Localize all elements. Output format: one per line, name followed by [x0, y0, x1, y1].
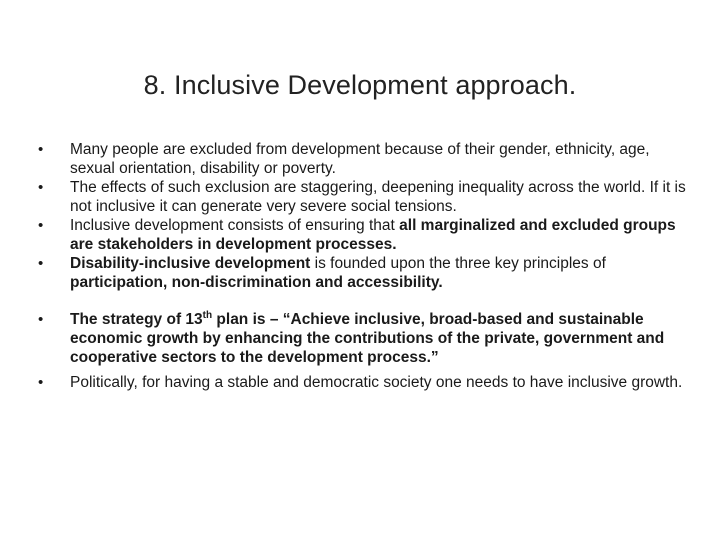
- bullet-bold-text: The strategy of 13: [70, 311, 203, 328]
- bullet-icon: •: [38, 311, 44, 328]
- bullet-icon: •: [38, 374, 44, 391]
- bullet-icon: •: [38, 179, 44, 196]
- bullet-icon: •: [38, 141, 44, 158]
- bullet-item-disability-inclusive: [38, 254, 688, 292]
- bullet-item-13th-plan-strategy: [38, 310, 688, 367]
- bullet-text: Inclusive development consists of ensuring that: [70, 217, 400, 234]
- bullet-bold-text: participation, non-discrimination and accessibility.: [70, 274, 443, 291]
- spacer: [38, 292, 688, 310]
- bullet-item-effects: [38, 178, 688, 216]
- bullet-text: The effects of such exclusion are staggering, deepening inequality across the world. If it is not inclusive it can generate very severe social tensions.: [70, 179, 686, 215]
- bullet-item-inclusive-definition: [38, 216, 688, 254]
- superscript-text: th: [202, 309, 213, 321]
- bullet-bold-text: all marginalized and excluded groups are stakeholders in development processes.: [70, 217, 676, 253]
- bullet-text: Politically, for having a stable and democratic society one needs to have inclusive growth.: [70, 374, 683, 391]
- bullet-bold-text: plan is – “Achieve inclusive, broad-based and sustainable economic growth by enhancing the contributions of the private, government and cooperative sectors to the development process.”: [70, 311, 665, 366]
- bullet-text: is founded upon the three key principles of: [310, 255, 606, 272]
- bullet-icon: •: [38, 255, 44, 272]
- bullet-list: [38, 140, 688, 392]
- bullet-item-political-stability: [38, 373, 688, 392]
- bullet-icon: •: [38, 217, 44, 234]
- bullet-text: Many people are excluded from development because of their gender, ethnicity, age, sexual orientation, disability or poverty.: [70, 141, 650, 177]
- bullet-item-exclusion: [38, 140, 688, 178]
- bullet-bold-text: Disability-inclusive development: [70, 255, 311, 272]
- slide-title: 8. Inclusive Development approach.: [143, 70, 577, 100]
